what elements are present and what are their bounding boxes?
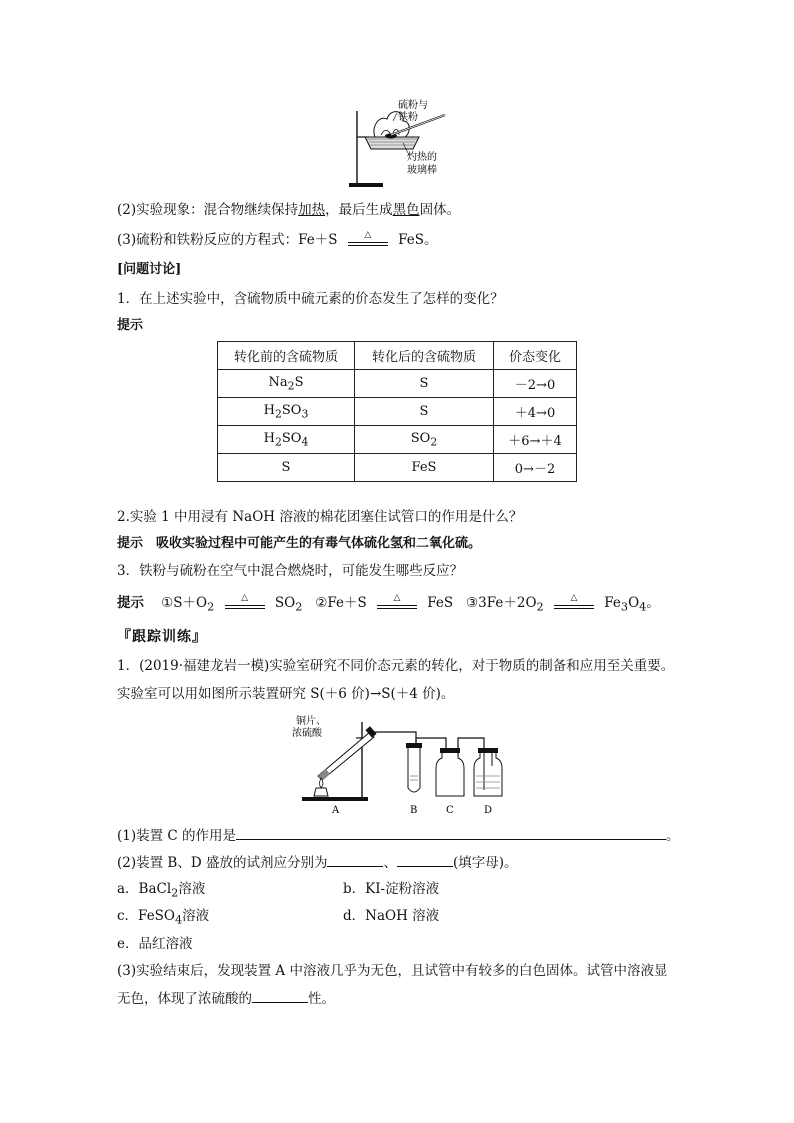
exercise-1-line-2: 实验室可以用如图所示装置研究 S(＋6 价)→S(＋4 价)。: [117, 686, 455, 702]
reaction-1-left: ①S＋O: [161, 595, 208, 611]
figure2-label-A: A: [332, 805, 340, 816]
figure1-label-powder-2: 铁粉: [398, 112, 418, 123]
question-1-hint: 提示: [117, 318, 144, 333]
reaction-2-left: ②Fe＋S: [315, 595, 367, 611]
table-row: [218, 454, 577, 482]
equation-suffix: FeS。: [398, 232, 438, 248]
table-row: [218, 370, 577, 398]
table-header: 转化后的含硫物质: [355, 342, 494, 370]
figure1-label-powder-1: 硫粉与: [398, 100, 428, 111]
table-cell-after: S: [355, 398, 494, 426]
table-cell-after: S: [355, 370, 494, 398]
table-row: [218, 398, 577, 426]
exercise-1-question-2-text: (2)装置 B、D 盛放的试剂应分别为: [117, 855, 328, 871]
figure2-label-B: B: [410, 805, 418, 816]
answer-blank[interactable]: [327, 852, 383, 867]
figure2-label-C: C: [446, 805, 454, 816]
exercise-1-question-1: (1)装置 C 的作用是 。: [117, 825, 680, 846]
option-d: d．NaOH 溶液: [343, 908, 440, 924]
sulfuric-acid-apparatus-figure: [292, 712, 516, 816]
reaction-3-left: ③3Fe＋2O: [466, 595, 537, 611]
exercise-1-question-2: (2)装置 B、D 盛放的试剂应分别为 、 (填字母)。: [117, 852, 518, 873]
phenomenon-heating: 加热: [298, 202, 326, 218]
figure2-label-reagent-2: 浓硫酸: [292, 728, 322, 739]
heat-triangle: △: [364, 229, 372, 240]
table-cell-after: FeS: [355, 454, 494, 482]
heat-condition-sign: △: [551, 594, 597, 614]
discussion-heading: [问题讨论]: [117, 262, 182, 277]
table-header: 价态变化: [494, 342, 577, 370]
table-cell-before: S: [218, 454, 355, 482]
phenomenon-mid: ，最后生成: [325, 202, 393, 218]
iron-sulfur-apparatus-figure: [345, 97, 455, 189]
table-row: [218, 426, 577, 454]
table-cell-change: －2→0: [494, 370, 577, 398]
phenomenon-prefix: (2)实验现象：混合物继续保持: [117, 202, 299, 218]
sulfur-valence-table: [217, 341, 577, 482]
table-header-row: [218, 342, 577, 370]
exercise-1-line-1: 1．(2019·福建龙岩一模)实验室研究不同价态元素的转化，对于物质的制备和应用至关重要。: [117, 658, 675, 674]
reaction-1-right: SO: [274, 595, 296, 611]
figure2-label-reagent-1: 铜片、: [296, 716, 326, 727]
table-cell-before: $Na_2S$: [218, 370, 355, 398]
question-2-answer: 提示 吸收实验过程中可能产生的有毒气体硫化氢和二氧化硫。: [117, 536, 482, 551]
heat-condition-sign: △: [374, 594, 420, 614]
equation-prefix: (3)硫粉和铁粉反应的方程式：Fe＋S: [117, 232, 338, 248]
figure1-label-rod-2: 玻璃棒: [407, 165, 437, 176]
table-cell-change: 0→－2: [494, 454, 577, 482]
equation-line: [117, 230, 437, 251]
table-cell-change: ＋6→＋4: [494, 426, 577, 454]
phenomenon-black: 黑色: [392, 202, 420, 218]
option-b: b．KI-淀粉溶液: [343, 881, 440, 897]
question-3-answer: 提示 $①S+O_2$ △ $SO_2$ ②Fe＋S △ FeS $③3Fe+2O_2$ △ $Fe_3O_4$。: [117, 592, 660, 614]
exercise-1-question-1-text: (1)装置 C 的作用是: [117, 828, 237, 844]
table-cell-change: ＋4→0: [494, 398, 577, 426]
heat-condition-sign: [345, 231, 391, 251]
figure1-label-rod-1: 灼热的: [407, 152, 437, 163]
table-cell-before: $H_2SO_4$: [218, 426, 355, 454]
exercise-1-question-3-line-1: (3)实验结束后，发现装置 A 中溶液几乎为无色，且试管中有较多的白色固体。试管中溶液显: [117, 963, 668, 979]
training-heading: 『跟踪训练』: [117, 629, 207, 645]
figure2-label-D: D: [484, 805, 493, 816]
answer-blank[interactable]: [252, 988, 308, 1003]
table-header: 转化前的含硫物质: [218, 342, 355, 370]
phenomenon-suffix: 固体。: [419, 202, 461, 218]
phenomenon-line: [117, 200, 460, 220]
question-1: 1．在上述实验中，含硫物质中硫元素的价态发生了怎样的变化？: [117, 291, 504, 307]
heat-condition-sign: △: [222, 594, 268, 614]
question-2: 2.实验 1 中用浸有 NaOH 溶液的棉花团塞住试管口的作用是什么？: [117, 509, 523, 525]
answer-blank[interactable]: [397, 852, 453, 867]
table-cell-after: $SO_2$: [355, 426, 494, 454]
option-e: e．品红溶液: [117, 936, 193, 952]
answer-blank[interactable]: [236, 825, 666, 840]
question-3: 3．铁粉与硫粉在空气中混合燃烧时，可能发生哪些反应？: [117, 563, 464, 579]
table-cell-before: $H_2SO_3$: [218, 398, 355, 426]
reaction-3-right: Fe: [604, 595, 621, 611]
option-c: c．FeSO$_4$溶液: [117, 908, 210, 927]
option-a: a．BaCl$_2$溶液: [117, 881, 206, 900]
question-3-hint: 提示: [117, 595, 144, 611]
reaction-2-right: FeS: [427, 595, 454, 611]
exercise-1-question-3-line-2: 无色，体现了浓硫酸的 性。: [117, 988, 335, 1009]
